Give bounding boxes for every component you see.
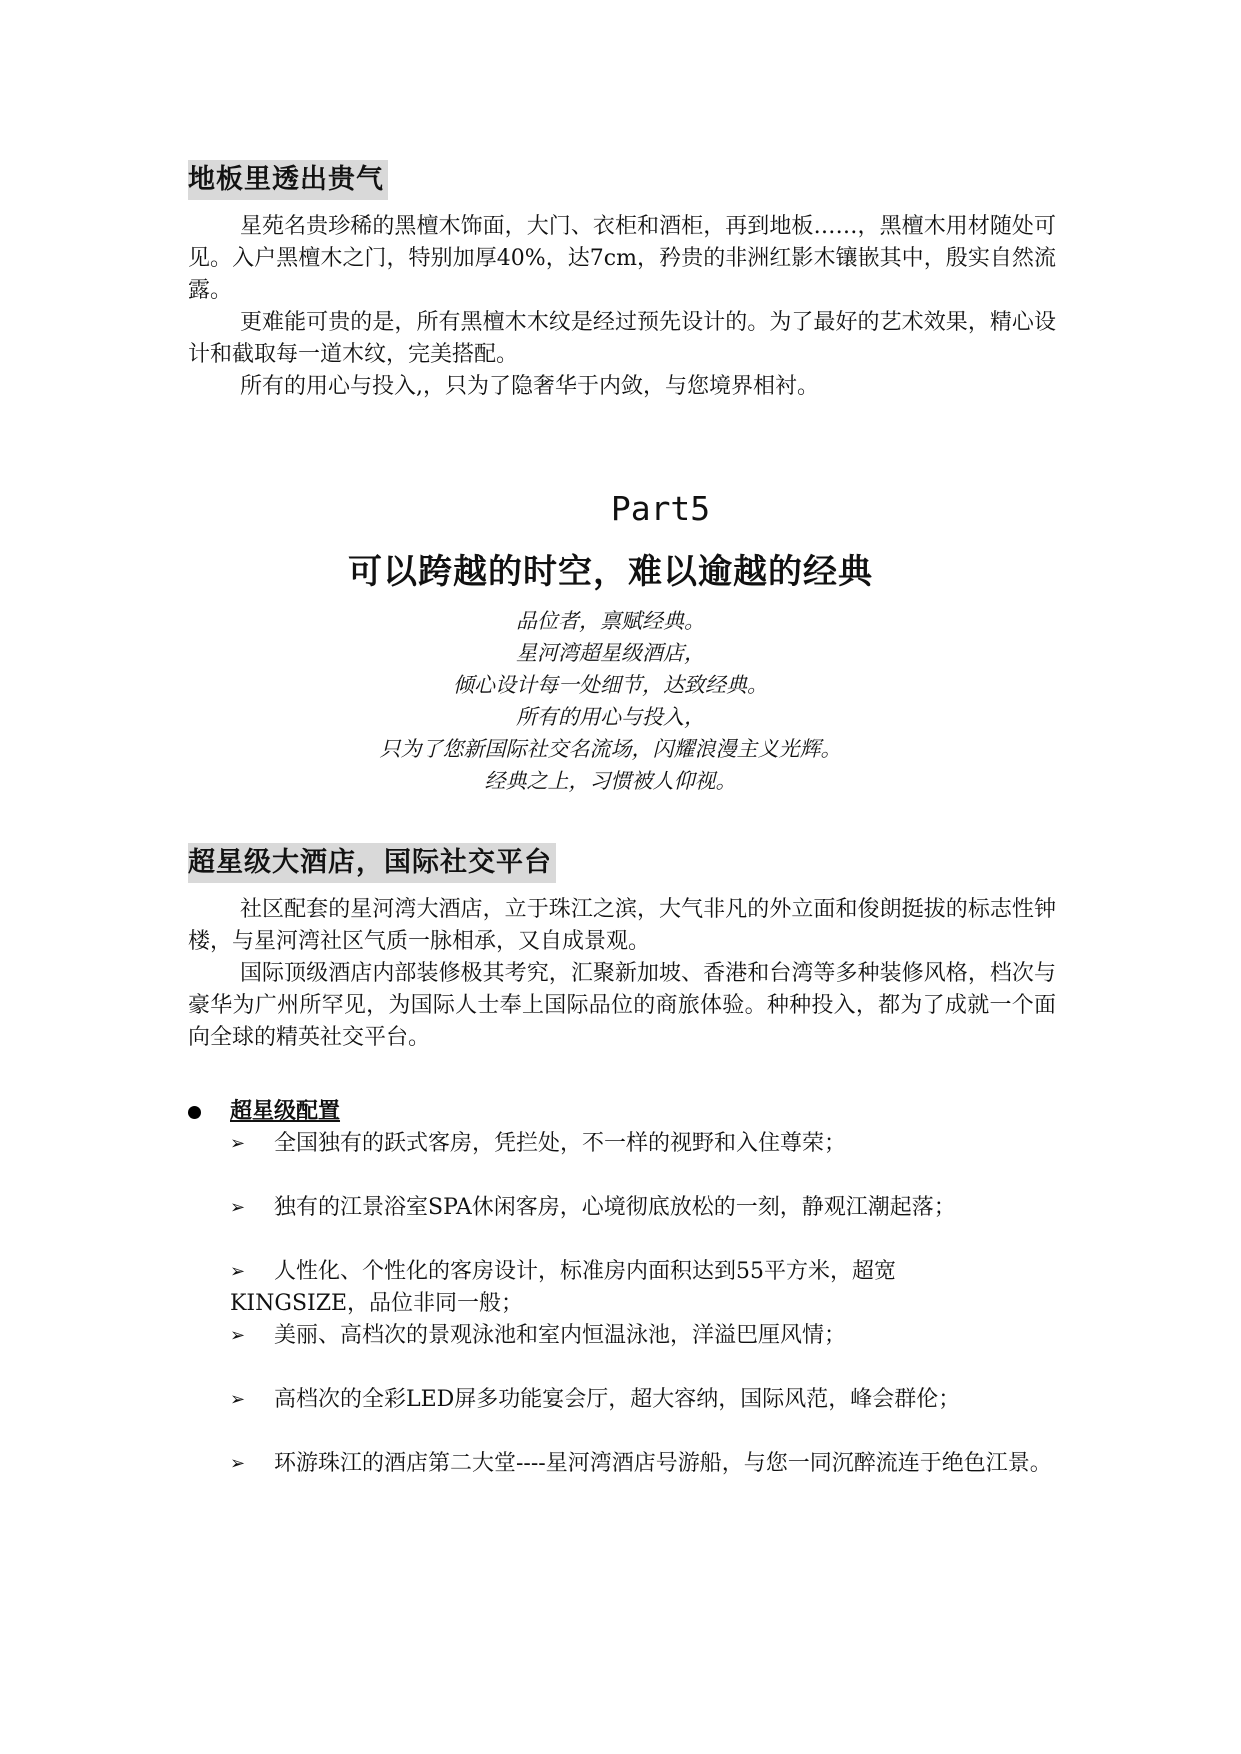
features-heading: 超星级配置 bbox=[230, 1099, 341, 1124]
part-label: Part5 bbox=[610, 489, 711, 528]
poem-line: 只为了您新国际社交名流场，闪耀浪漫主义光辉。 bbox=[379, 737, 842, 761]
poem-block bbox=[0, 605, 1241, 797]
poem-line: 倾心设计每一处细节，达致经典。 bbox=[453, 673, 768, 697]
arrowhead-bullet-icon: ➢ bbox=[230, 1261, 246, 1282]
poem-line: 品位者，禀赋经典。 bbox=[516, 609, 705, 633]
arrowhead-bullet-icon: ➢ bbox=[230, 1133, 246, 1154]
arrowhead-bullet-icon: ➢ bbox=[230, 1389, 246, 1410]
paragraph-ebony-material: 星苑名贵珍稀的黑檀木饰面，大门、衣柜和酒柜，再到地板……，黑檀木用材随处可见。入户黑檀木之门，特别加厚40%，达7cm，矜贵的非洲红影木镶嵌其中，殷实自然流露。 bbox=[188, 214, 1056, 303]
filled-circle-bullet-icon bbox=[188, 1106, 201, 1119]
list-item: ➢ 美丽、高档次的景观泳池和室内恒温泳池，洋溢巴厘风情； bbox=[230, 1320, 1056, 1352]
section-heading-floor: 地板里透出贵气 bbox=[188, 160, 388, 200]
list-item: ➢ 高档次的全彩LED屏多功能宴会厅，超大容纳，国际风范，峰会群伦； bbox=[230, 1384, 1056, 1416]
arrowhead-bullet-icon: ➢ bbox=[230, 1325, 246, 1346]
paragraph-hotel-decor: 国际顶级酒店内部装修极其考究，汇聚新加坡、香港和台湾等多种装修风格，档次与豪华为广州所罕见，为国际人士奉上国际品位的商旅体验。种种投入，都为了成就一个面向全球的精英社交平台。 bbox=[188, 961, 1056, 1050]
arrowhead-bullet-icon: ➢ bbox=[230, 1197, 246, 1218]
arrowhead-bullet-icon: ➢ bbox=[230, 1453, 246, 1474]
section-heading-hotel: 超星级大酒店，国际社交平台 bbox=[188, 843, 556, 883]
list-item: ➢ 环游珠江的酒店第二大堂----星河湾酒店号游船，与您一同沉醉流连于绝色江景。 bbox=[230, 1448, 1056, 1480]
list-item: ➢ 独有的江景浴室SPA休闲客房，心境彻底放松的一刻，静观江潮起落； bbox=[230, 1192, 1056, 1224]
poem-line: 所有的用心与投入， bbox=[516, 705, 705, 729]
poem-line: 星河湾超星级酒店， bbox=[516, 641, 705, 665]
paragraph-dedication: 所有的用心与投入,，只为了隐奢华于内敛，与您境界相衬。 bbox=[240, 374, 819, 399]
paragraph-wood-grain: 更难能可贵的是，所有黑檀木木纹是经过预先设计的。为了最好的艺术效果，精心设计和截取每一道木纹，完美搭配。 bbox=[188, 310, 1056, 367]
list-item: ➢ 全国独有的跃式客房，凭拦处，不一样的视野和入住尊荣； bbox=[230, 1128, 1056, 1160]
paragraph-hotel-location: 社区配套的星河湾大酒店，立于珠江之滨，大气非凡的外立面和俊朗挺拔的标志性钟楼，与星河湾社区气质一脉相承，又自成景观。 bbox=[188, 897, 1056, 954]
part-title: 可以跨越的时空，难以逾越的经典 bbox=[348, 552, 873, 592]
poem-line: 经典之上，习惯被人仰视。 bbox=[484, 769, 737, 793]
list-item: ➢ 人性化、个性化的客房设计，标准房内面积达到55平方米，超宽KINGSIZE，品位非同一般； bbox=[230, 1256, 1000, 1320]
